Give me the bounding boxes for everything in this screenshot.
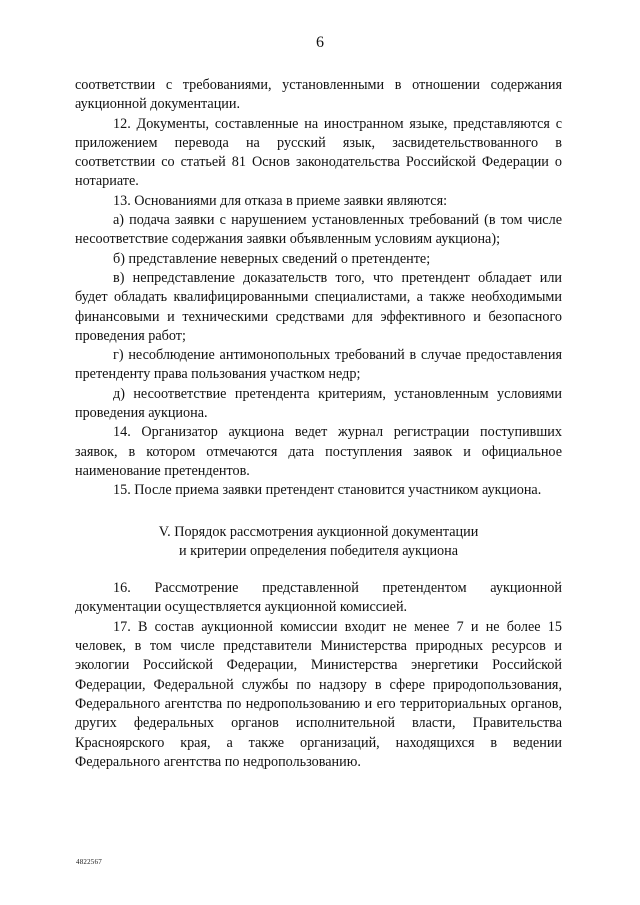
paragraph-17: 17. В состав аукционной комиссии входит не менее 7 и не более 15 человек, в том числе представители Министерства природных ресурсов и экологии Российской Федерации, Министерства энергетики Российской Федерации, Федеральной службы по надзору в сфере природопользования, Федерального агентства по недропользованию и его территориальных органов, других федеральных органов исполнительной власти, Правительства Красноярского края, а также организаций, находящихся в ведении Федерального агентства по недропользованию.: [75, 618, 562, 770]
paragraph-12: 12. Документы, составленные на иностранном языке, представляются с приложением перевода на русский язык, засвидетельствованного в соответствии со статьей 81 Основ законодательства Российской Федерации о нотариате.: [75, 115, 562, 190]
paragraph-13-v: в) непредставление доказательств того, что претендент обладает или будет обладать квалифицированными специалистами, а также необходимыми финансовыми и техническими средствами для эффективного и безопасного проведения работ;: [75, 269, 562, 344]
paragraph-14: 14. Организатор аукциона ведет журнал регистрации поступивших заявок, в котором отмечаются дата поступления заявок и официальное наименование претендентов.: [75, 424, 562, 479]
paragraph-13-d: д) несоответствие претендента критериям, установленным условиями проведения аукциона.: [75, 385, 562, 422]
page-number: 6: [316, 34, 324, 51]
section-heading-line-2: и критерии определения победителя аукциона: [178, 542, 459, 559]
paragraph-13: 13. Основаниями для отказа в приеме заявки являются:: [113, 192, 448, 209]
paragraph-15: 15. После приема заявки претендент становится участником аукциона.: [113, 482, 542, 499]
document-code: 4822567: [76, 858, 102, 866]
paragraph-13-g: г) несоблюдение антимонопольных требований в случае предоставления претенденту права пользования участком недр;: [75, 347, 562, 383]
document-body: [75, 76, 562, 772]
section-heading: [75, 523, 562, 562]
paragraph-continuation: соответствии с требованиями, установленными в отношении содержания аукционной документации.: [75, 77, 562, 113]
paragraph-13-b: б) представление неверных сведений о претенденте;: [113, 250, 431, 267]
section-heading-line-1: V. Порядок рассмотрения аукционной документации: [158, 523, 479, 540]
paragraph-13-a: а) подача заявки с нарушением установленных требований (в том числе несоответствие содержания заявки объявленным условиям аукциона);: [75, 212, 562, 248]
paragraph-16: 16. Рассмотрение представленной претендентом аукционной документации осуществляется аукционной комиссией.: [75, 580, 562, 616]
